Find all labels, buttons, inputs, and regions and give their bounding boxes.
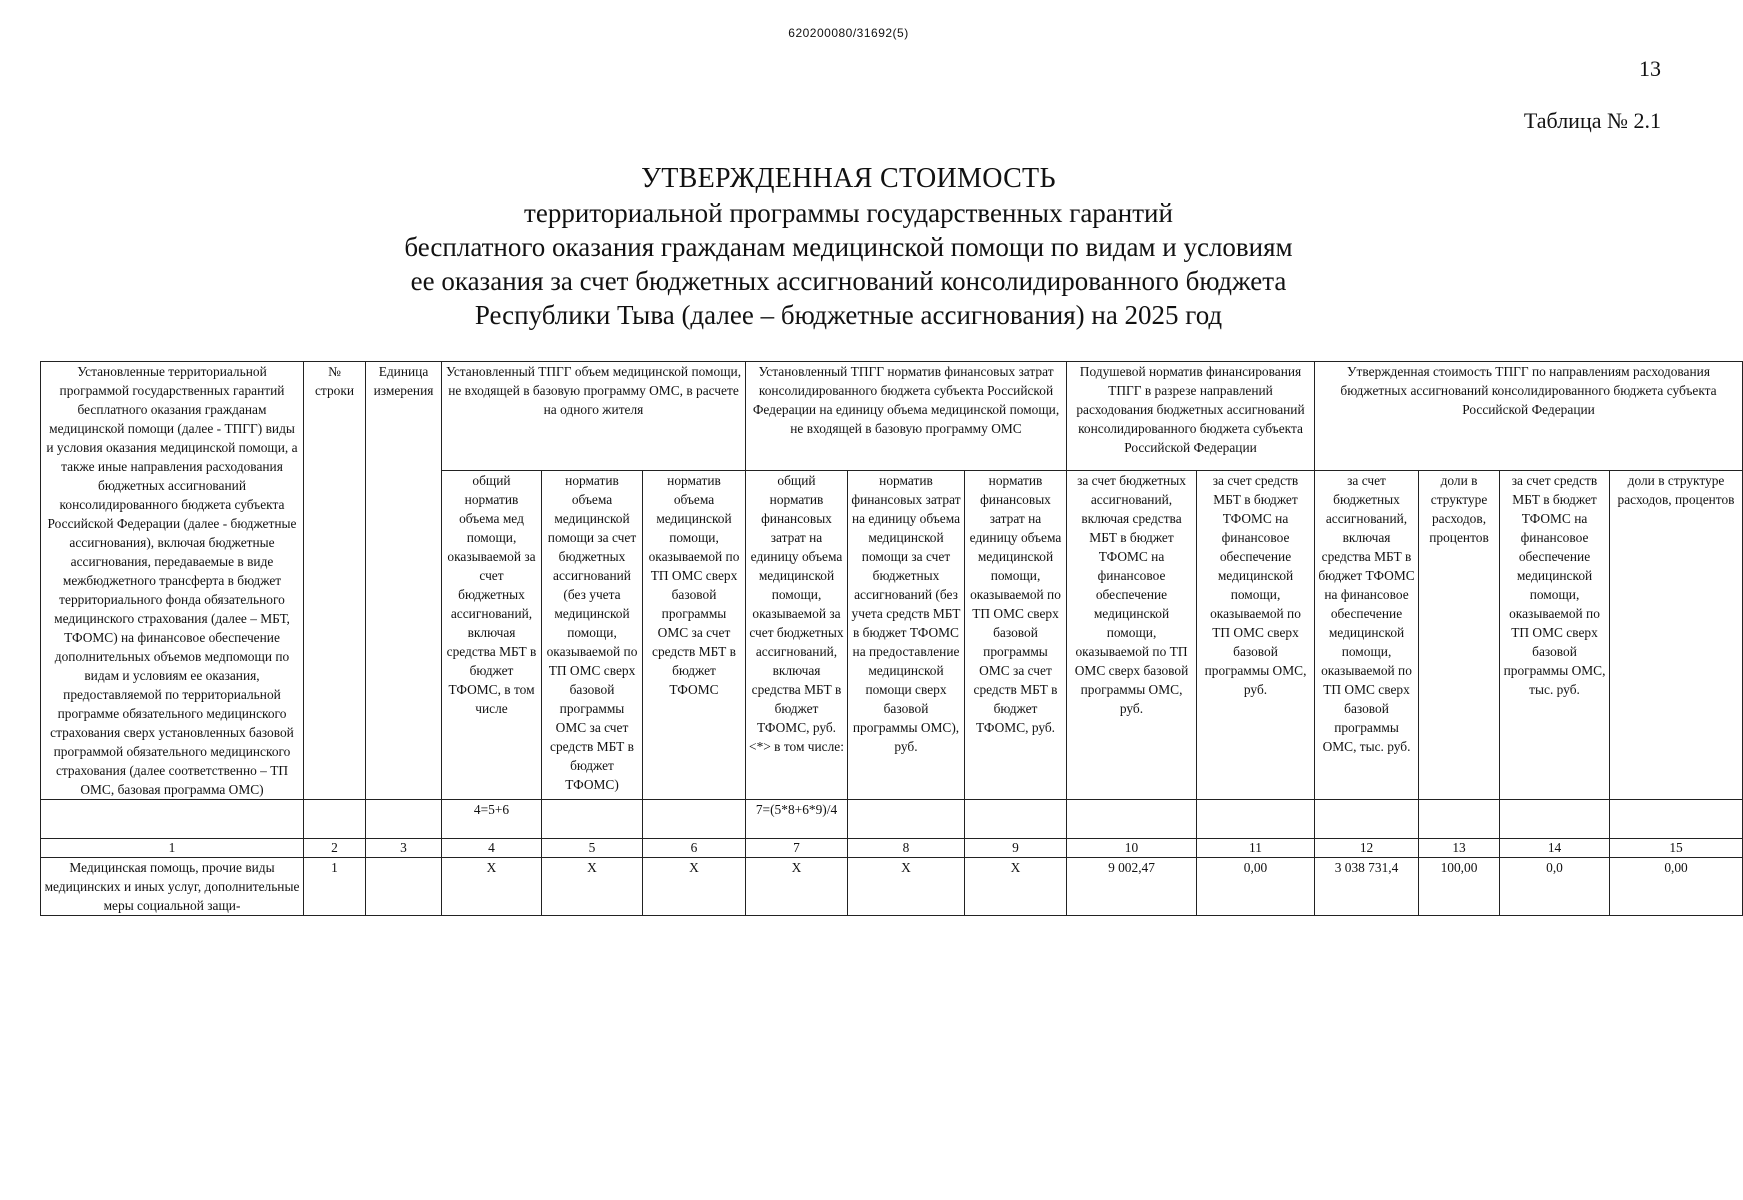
formula-cell: [1315, 800, 1419, 839]
formula-col-7: 7=(5*8+6*9)/4: [746, 800, 848, 839]
header-col-8: норматив финансовых затрат на единицу объема медицинской помощи за счет бюджетных ассигнований (без учета средств МБТ в бюджет ТФОМС на предоставление медицинской помощи сверх базовой программы ОМС), руб.: [848, 471, 965, 800]
header-col-13: доли в структуре расходов, процентов: [1419, 471, 1500, 800]
header-col-11: за счет средств МБТ в бюджет ТФОМС на финансовое обеспечение медицинской помощи, оказываемой по ТП ОМС сверх базовой программы ОМС, руб.: [1197, 471, 1315, 800]
cell-col-14: 0,0: [1500, 858, 1610, 916]
header-row-groups: [41, 362, 1743, 471]
formula-cell: [1419, 800, 1500, 839]
cell-col-10: 9 002,47: [1067, 858, 1197, 916]
header-col-4: общий норматив объема мед помощи, оказываемой за счет бюджетных ассигнований, включая средства МБТ в бюджет ТФОМС, в том числе: [442, 471, 542, 800]
header-group-volume: Установленный ТПГГ объем медицинской помощи, не входящей в базовую программу ОМС, в расчете на одного жителя: [442, 362, 746, 471]
table-label: Таблица № 2.1: [1523, 108, 1661, 133]
formula-cell: [1197, 800, 1315, 839]
column-number: 14: [1500, 839, 1610, 858]
header-col-12: за счет бюджетных ассигнований, включая средства МБТ в бюджет ТФОМС на финансовое обеспечение медицинской помощи, оказываемой по ТП ОМС сверх базовой программы ОМС, тыс. руб.: [1315, 471, 1419, 800]
cell-col-5: X: [542, 858, 643, 916]
column-number: 2: [304, 839, 366, 858]
formula-cell: [1067, 800, 1197, 839]
header-group-cost-standard: Установленный ТПГГ норматив финансовых затрат консолидированного бюджета субъекта Российской Федерации на единицу объема медицинской помощи, не входящей в базовую программу ОМС: [746, 362, 1067, 471]
column-number: 3: [366, 839, 442, 858]
document-title: [0, 162, 1697, 332]
formula-cell: [1500, 800, 1610, 839]
formula-cell: [366, 800, 442, 839]
cost-table: [40, 361, 1743, 916]
formula-row: [41, 800, 1743, 839]
cell-col-8: X: [848, 858, 965, 916]
row-number: 1: [304, 858, 366, 916]
header-group-approved-cost: Утвержденная стоимость ТПГГ по направлениям расходования бюджетных ассигнований консолидированного бюджета субъекта Российской Федерации: [1315, 362, 1743, 471]
column-number: 15: [1610, 839, 1743, 858]
title-line: ее оказания за счет бюджетных ассигнований консолидированного бюджета: [410, 266, 1287, 296]
cell-col-7: X: [746, 858, 848, 916]
cell-col-9: X: [965, 858, 1067, 916]
column-number: 1: [41, 839, 304, 858]
column-number: 6: [643, 839, 746, 858]
cell-col-15: 0,00: [1610, 858, 1743, 916]
column-number: 7: [746, 839, 848, 858]
page-number: 13: [1639, 56, 1661, 81]
table-row: [41, 858, 1743, 916]
header-col-15: доли в структуре расходов, процентов: [1610, 471, 1743, 800]
header-col-6: норматив объема медицинской помощи, оказываемой по ТП ОМС сверх базовой программы ОМС за счет средств МБТ в бюджет ТФОМС: [643, 471, 746, 800]
row-unit: [366, 858, 442, 916]
header-col-5: норматив объема медицинской помощи за счет бюджетных ассигнований (без учета медицинской помощи, оказываемой по ТП ОМС сверх базовой программы ОМС за счет средств МБТ в бюджет ТФОМС): [542, 471, 643, 800]
column-number: 8: [848, 839, 965, 858]
formula-col-4: 4=5+6: [442, 800, 542, 839]
header-col-10: за счет бюджетных ассигнований, включая средства МБТ в бюджет ТФОМС на финансовое обеспечение медицинской помощи, оказываемой по ТП ОМС сверх базовой программы ОМС, руб.: [1067, 471, 1197, 800]
formula-cell: [304, 800, 366, 839]
formula-cell: [848, 800, 965, 839]
formula-cell: [1610, 800, 1743, 839]
column-number-row: [41, 839, 1743, 858]
header-col-9: норматив финансовых затрат на единицу объема медицинской помощи, оказываемой по ТП ОМС сверх базовой программы ОМС за счет средств МБТ в бюджет ТФОМС, руб.: [965, 471, 1067, 800]
title-line: бесплатного оказания гражданам медицинской помощи по видам и условиям: [404, 232, 1293, 262]
title-line: Республики Тыва (далее – бюджетные ассигнования) на 2025 год: [474, 300, 1223, 330]
document-code: 620200080/31692(5): [788, 26, 909, 40]
cell-col-13: 100,00: [1419, 858, 1500, 916]
formula-cell: [542, 800, 643, 839]
column-number: 10: [1067, 839, 1197, 858]
cell-col-11: 0,00: [1197, 858, 1315, 916]
column-number: 5: [542, 839, 643, 858]
header-description: Установленные территориальной программой государственных гарантий бесплатного оказания гражданам медицинской помощи (далее - ТПГГ) виды и условия оказания медицинской помощи, а также иные направления расходования бюджетных ассигнований консолидированного бюджета субъекта Российской Федерации (далее - бюджетные ассигнования), включая бюджетные ассигнования, передаваемые в виде межбюджетного трансферта в бюджет территориального фонда обязательного медицинского страхования (далее – МБТ, ТФОМС) на финансовое обеспечение дополнительных объемов медпомощи по видам и условиям ее оказания, предоставляемой по территориальной программе обязательного медицинского страхования сверх установленных базовой программой обязательного медицинского страхования (далее соответственно – ТП ОМС, базовая программа ОМС): [41, 362, 304, 800]
header-row-number: № строки: [304, 362, 366, 800]
cell-col-4: X: [442, 858, 542, 916]
header-unit: Единица измерения: [366, 362, 442, 800]
cell-col-12: 3 038 731,4: [1315, 858, 1419, 916]
title-main: УТВЕРЖДЕННАЯ СТОИМОСТЬ: [641, 163, 1056, 194]
row-name: Медицинская помощь, прочие виды медицинских и иных услуг, дополнительные меры социальной защи-: [41, 858, 304, 916]
title-line: территориальной программы государственных гарантий: [524, 198, 1173, 228]
cell-col-6: X: [643, 858, 746, 916]
column-number: 9: [965, 839, 1067, 858]
formula-cell: [643, 800, 746, 839]
header-col-14: за счет средств МБТ в бюджет ТФОМС на финансовое обеспечение медицинской помощи, оказываемой по ТП ОМС сверх базовой программы ОМС, тыс. руб.: [1500, 471, 1610, 800]
column-number: 11: [1197, 839, 1315, 858]
header-col-7: общий норматив финансовых затрат на единицу объема медицинской помощи, оказываемой за счет бюджетных ассигнований, включая средства МБТ в бюджет ТФОМС, руб. <*> в том числе:: [746, 471, 848, 800]
formula-cell: [965, 800, 1067, 839]
formula-cell: [41, 800, 304, 839]
column-number: 13: [1419, 839, 1500, 858]
column-number: 12: [1315, 839, 1419, 858]
column-number: 4: [442, 839, 542, 858]
header-group-per-capita: Подушевой норматив финансирования ТПГГ в разрезе направлений расходования бюджетных ассигнований консолидированного бюджета субъекта Российской Федерации: [1067, 362, 1315, 471]
